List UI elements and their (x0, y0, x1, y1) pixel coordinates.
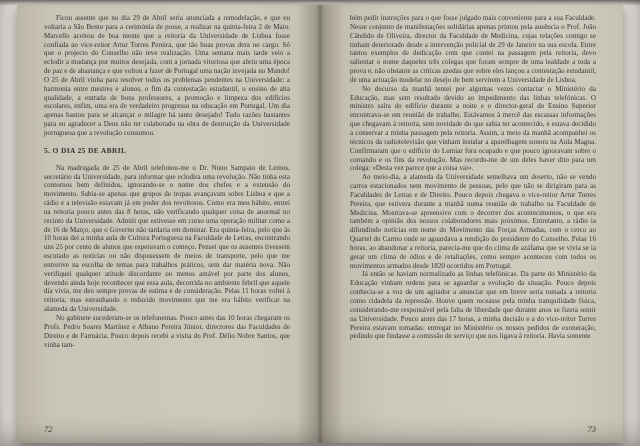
page-number-left: 72 (44, 424, 53, 434)
paragraph: No decurso da manhã tentei por algumas vezes contactar o Ministério da Educação, mas sem resultado devido ao impedimento das linhas telefónicas. O ministro saíra do edifício durante a noite e o director-geral do Ensino Superior encontrava-se em reunião de trabalho. Estávamos à mercê das escassas informações que chegavam à reitoria, sem novidade do que sabia ter acontecido, e estava decidido a conservar a minha passagem pela reitoria. Assim, a meio da manhã acompanhei os técnicos da radiotelevisão que vinham instalar a aparelhagem sonora na Aula Magna. Confirmaram que o edifício do Lumiar fora ocupado e que pouco ignoravam sobre o comando e os fins da revolução. Mas recordo-me de um deles haver dito para um colega: «Desta vez parece que a coisa vai». (350, 84, 596, 173)
page-number-right: 73 (587, 424, 596, 434)
paragraph: Ficou assente que no dia 29 de Abril seria anunciada a remodelação, e que eu voltaria a São Bento para a cerimónia de posse, a realizar na quinta-feira 2 de Maio. Marcello aceitou de boa mente que a reitoria da Universidade de Lisboa fosse confiada ao vice-reitor Artur Torres Pereira, que tão boas provas dera no cargo. Só que o projecto do Conselho não teve realização. Uma semana mais tarde veio a eclodir a mudança por muitos desejada, com a jornada vitoriosa que abriu uma época de paz e de abastança e que voltou a fazer de Portugal uma nação invejada no Mundo! O 25 de Abril vinha para resolver todos os problemas pendentes na Universidade: a harmonia entre mestres e alunos, o fim da contestação estudantil, o ensino de alta qualidade, a entrada de bons professores, a promoção e limpeza dos edifícios escolares, enfim, uma era de verdadeiro progresso na educação em Portugal. Um dia apenas bastou para se alcançar o milagre há tanto desejado! Tudo razões bastantes para eu agradecer a Deus não ter colaborado na obra de destruição da Universidade portuguesa que a revolução consumou. (44, 14, 290, 137)
paragraph: No gabinete sucederam-se os telefonemas. Pouco antes das 10 horas chegaram os Profs. Pedro Soares Martínez e Albano Pereira Júnior, directores das Faculdades de Direito e de Farmácia. Pouco depois recebi a visita do Prof. Délio Nobre Santos, que vinha tam- (44, 314, 290, 349)
paragraph: Já então se haviam normalizado as linhas telefónicas. Da parte do Ministério da Educação vinham ordens para se aguardar a evolução da situação. Pouco depois conhecia-se a voz de um agitador a anunciar que em breve seria tomada a reitoria como cidadela da repressão. Houve quem receasse pela minha tranquilidade física, considerando-me responsável pela falta de liberdade que durante anos se fizera sentir na Universidade. Pouco antes das 17 horas, a minha decisão e a do vice-reitor Torres Pereira estavam tomadas: entregar no Ministério os nossos pedidos de exoneração, pedindo que findasse a comissão de serviço que nos ligava à reitoria. Havia somente (350, 270, 596, 341)
page-right (320, 3, 623, 443)
page-right-text (350, 14, 596, 419)
paragraph: Na madrugada de 25 de Abril telefonou-me o Dr. Nuno Sampaio de Lemos, secretário da Universidade, para informar que eclodira uma revolução. Não tinha esta contornos bem definidos, ignorando-se o nome dos chefes e a extensão do movimento. Sabia-se apenas que grupos de tropas avançavam sobre Lisboa e que a rádio e a televisão estavam já em poder dos revoltosos. Como era meu hábito, entrei na reitoria pouco antes das 8 horas, não verificando qualquer coisa de anormal no recinto da Universidade. Admiti que estivesse em curso uma operação militar como a de 16 de Março, que o Governo não tardaria em dominar. Era quinta-feira, pelo que às 10 horas dei a minha aula de Cultura Portuguesa na Faculdade de Letras, encontrando uns 25 por cento de alunos que esperavam o começo. Pensei que os ausentes tivessem escutado as notícias ou não dispusessem de meios de transporte, pelo que me entretive na escolha de temas para trabalhos práticos, sem dar matéria nova. Não verifiquei qualquer atitude discordante ou menos amável por parte dos alunos, devendo ainda hoje reconhecer que essa aula, decorrida no ambiente febril que aquele dia vivia, me deu sempre provas de estima e de consideração. Pelas 11 horas voltei à reitoria, mas estranhando o reduzido movimento que me era hábito verificar na alameda da Universidade. (44, 163, 290, 314)
page-left (17, 3, 320, 443)
book-spread (17, 3, 623, 443)
page-left-text (44, 14, 290, 419)
paragraph: bém pedir instruções para o que fosse julgado mais conveniente para a sua Faculdade. Nesse conjunto de manifestações solidárias apenas primou pela ausência o Prof. João Cândido de Oliveira, director da Faculdade de Medicina, cujas relações comigo se tinham deteriorado desde a intervenção policial de 29 de Janeiro na sua escola. Entre tantos exemplos de dedicação com que contei na passagem pela reitoria, devo salientar o nome daqueles três colegas que foram sempre de uma lealdade a toda a prova e, não obstante as críticas azedas que sobre eles lançou a contestação estudantil, de uma actuação modelar no desejo de bem servirem a Universidade de Lisboa. (350, 14, 596, 84)
paragraph: Ao meio-dia, a alameda da Universidade semelhava um deserto, não se vendo carros estacionados nem movimento de pessoas, pelo que não se dirigiram para as Faculdades de Letras e de Direito. Pouco depois chegava o vice-reitor Artur Torres Pereira, que estivera durante a manhã numa reunião de trabalho na Faculdade de Medicina. Mostrava-se apreensivo com o decorrer dos acontecimentos, o que era também a opinião dos nossos colaboradores mais próximos. Entretanto, a rádio ia difundindo notícias em nome do Movimento das Forças Armadas, com o cerco ao Quartel do Carmo onde se aguardava a rendição do presidente do Conselho. Pelas 16 horas, ao abandonar a reitoria, parecia-me que do clima de azáfama que se vivia se ia gerar um clima de ódios e de retaliações, como sempre aconteceu com todos os movimentos armados desde 1820 ocorridos em Portugal. (350, 173, 596, 270)
section-heading: 5. O DIA 25 DE ABRIL (44, 145, 127, 155)
